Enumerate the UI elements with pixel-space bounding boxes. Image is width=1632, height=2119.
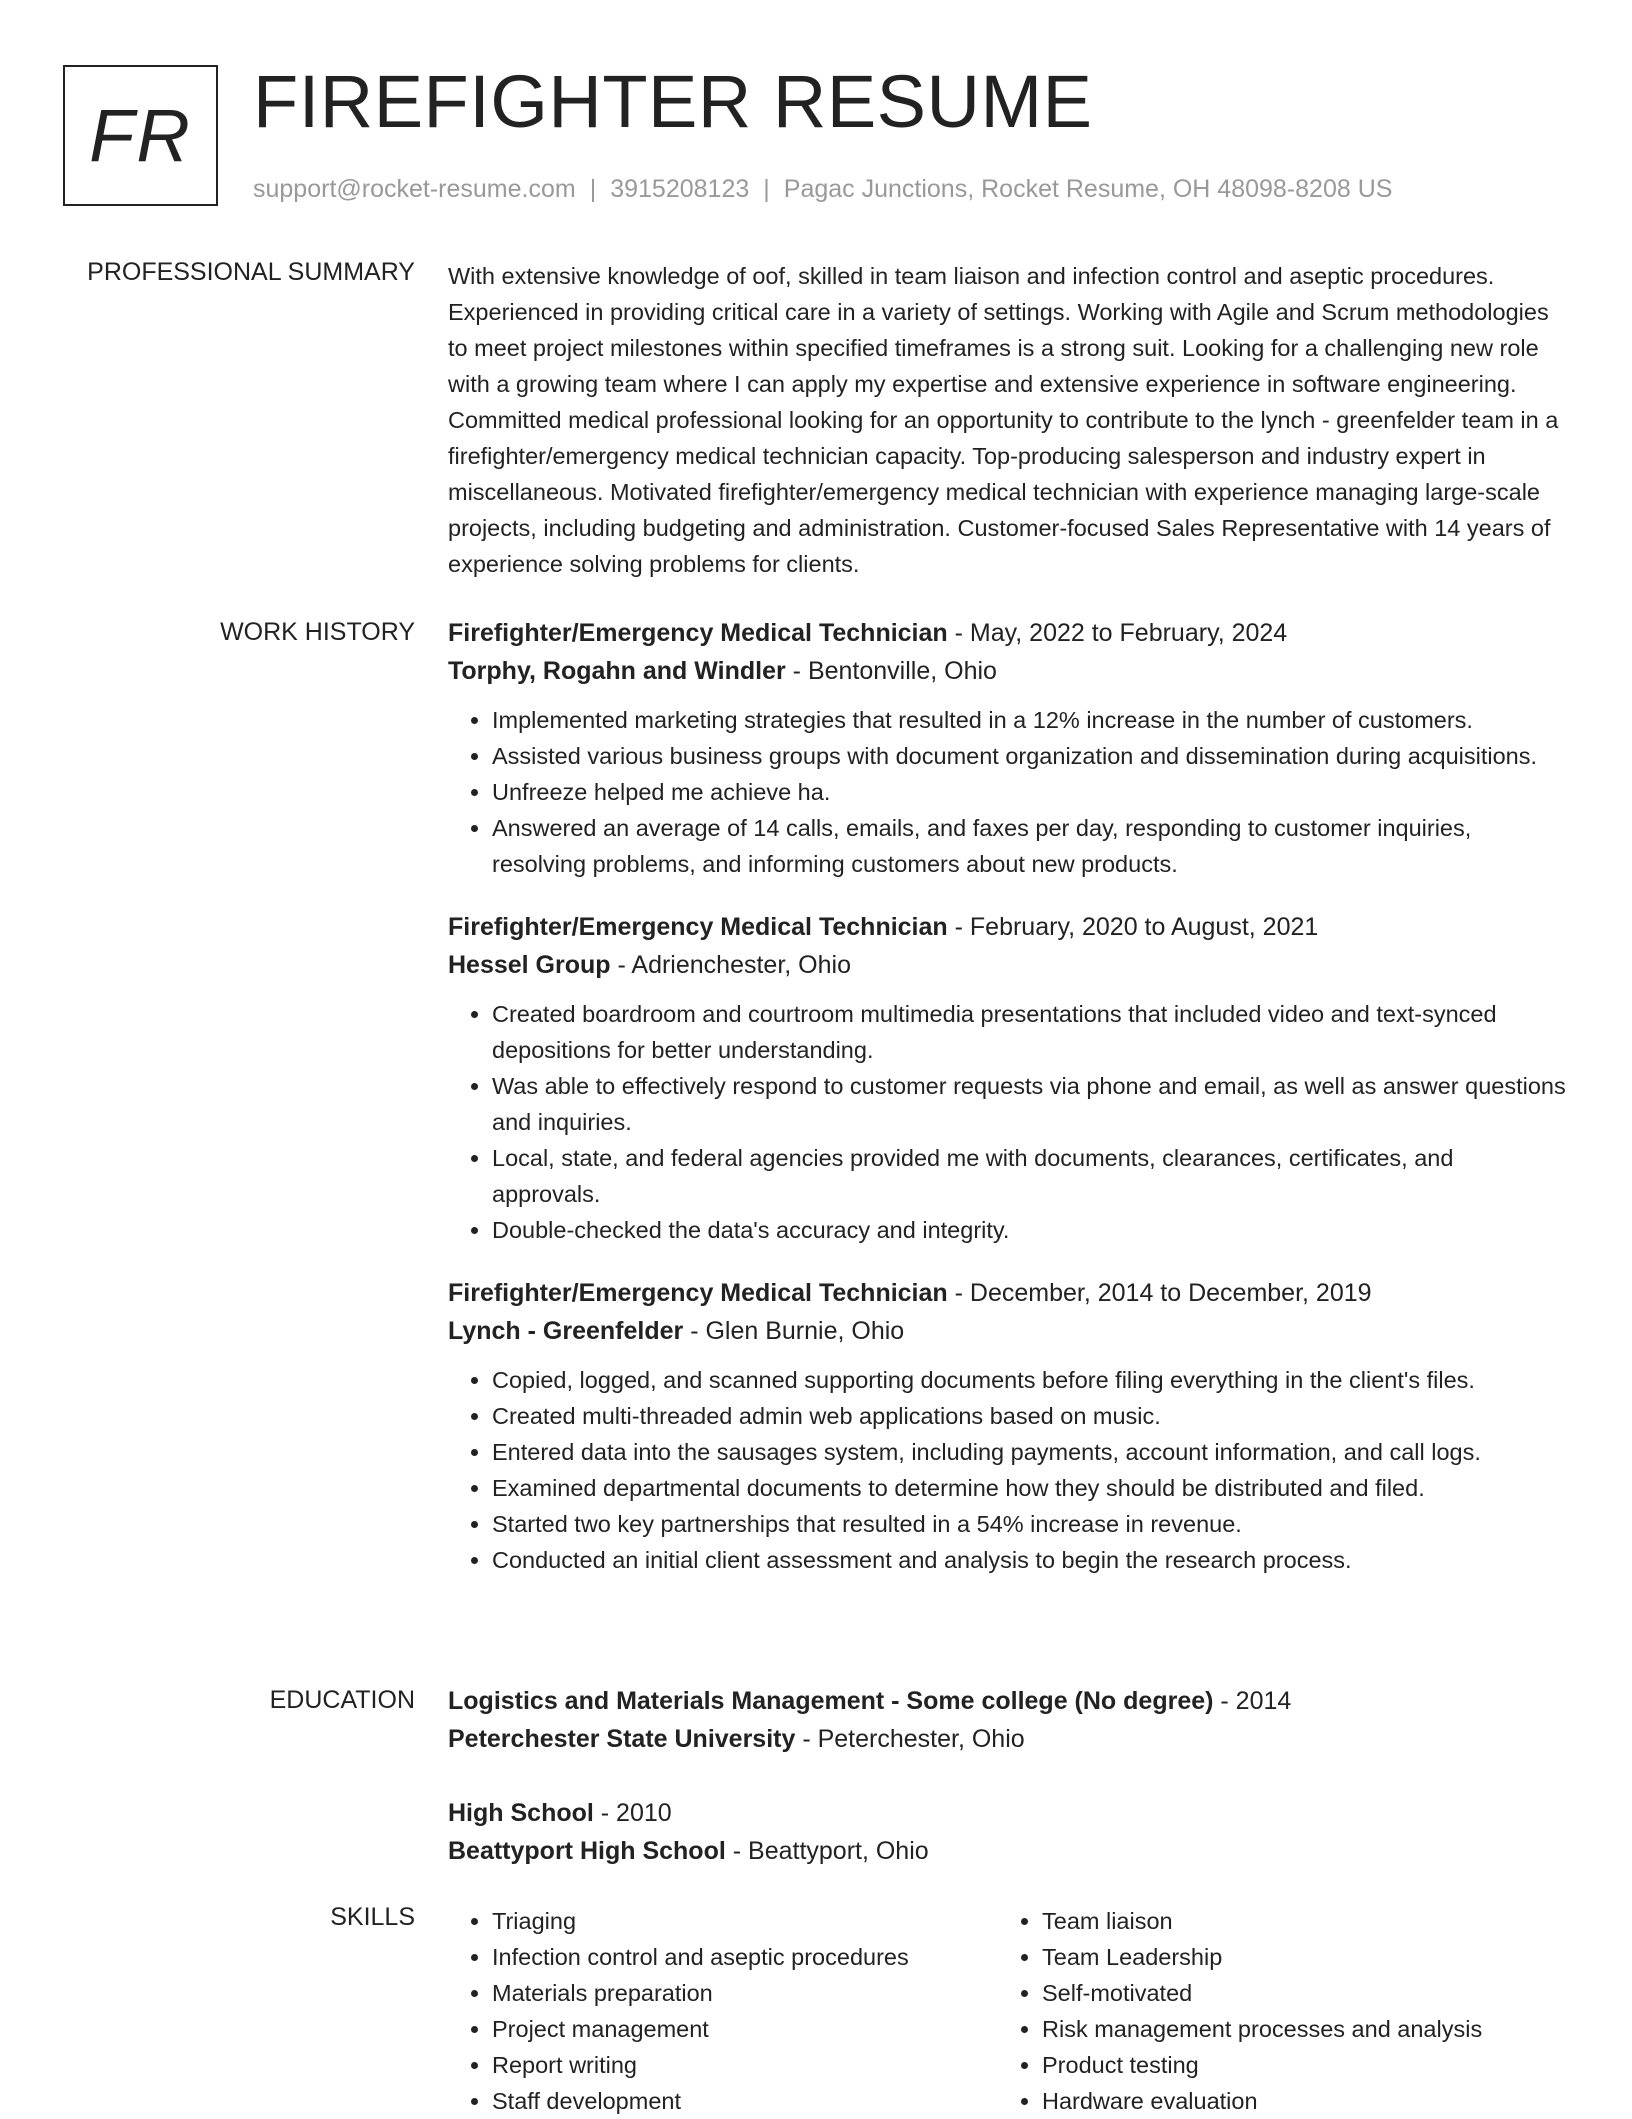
job-entry [448, 908, 1568, 1248]
skill-item: • Hardware evaluation [1042, 2083, 1482, 2119]
job-bullets [448, 702, 1568, 882]
section-label-work-history: WORK HISTORY [220, 618, 415, 646]
skill-item: • Team liaison [1042, 1903, 1482, 1939]
skill-item: • Materials preparation [492, 1975, 998, 2011]
list-item: • Started two key partnerships that resulted in a 54% increase in revenue. [492, 1506, 1568, 1542]
skill-item: • Staff development [492, 2083, 998, 2119]
list-item: • Was able to effectively respond to customer requests via phone and email, as well as answer questions and inquiries. [492, 1068, 1568, 1140]
skill-item: • Project management [492, 2011, 998, 2047]
summary-text: With extensive knowledge of oof, skilled in team liaison and infection control and aseptic procedures. Experienced in providing critical care in a variety of settings. Working with Agile and Scrum methodologies to meet project milestones within specified timeframes is a strong suit. Looking for a challenging new role with a growing team where I can apply my expertise and extensive experience in software engineering. Committed medical professional looking for an opportunity to contribute to the lynch - greenfelder team in a firefighter/emergency medical technician capacity. Top-producing salesperson and industry expert in miscellaneous. Motivated firefighter/emergency medical technician with experience managing large-scale projects, including budgeting and administration. Customer-focused Sales Representative with 14 years of experience solving problems for clients. [448, 263, 1559, 577]
education-school: Beattyport High School [448, 1837, 726, 1865]
education-degree: High School [448, 1799, 594, 1827]
contact-separator: | [763, 175, 770, 203]
list-item: • Created multi-threaded admin web applications based on music. [492, 1398, 1568, 1434]
skills-list-left [448, 1903, 998, 2119]
resume-header [63, 60, 1592, 210]
list-item: • Entered data into the sausages system, including payments, account information, and call logs. [492, 1434, 1568, 1470]
skill-item: • Triaging [492, 1903, 998, 1939]
skill-item: • Self-motivated [1042, 1975, 1482, 2011]
job-dates: - February, 2020 to August, 2021 [947, 913, 1319, 941]
skill-item: • Infection control and aseptic procedures [492, 1939, 998, 1975]
section-label-education: EDUCATION [269, 1686, 415, 1714]
job-entry [448, 614, 1568, 882]
education-year: - 2010 [593, 1799, 672, 1827]
work-history-list [448, 614, 1568, 1604]
job-title: Firefighter/Emergency Medical Technician [448, 619, 948, 647]
contact-phone: 3915208123 [610, 175, 750, 203]
job-dates: - December, 2014 to December, 2019 [947, 1279, 1372, 1307]
job-company: Hessel Group [448, 951, 611, 979]
education-degree: Logistics and Materials Management - Some college (No degree) [448, 1687, 1214, 1715]
list-item: • Implemented marketing strategies that resulted in a 12% increase in the number of customers. [492, 702, 1568, 738]
job-dates: - May, 2022 to February, 2024 [947, 619, 1288, 647]
job-bullets [448, 996, 1568, 1248]
education-list [448, 1682, 1568, 1906]
skills-list-right [998, 1903, 1482, 2119]
contact-line [253, 175, 1392, 204]
contact-address: Pagac Junctions, Rocket Resume, OH 48098-8208 US [783, 175, 1393, 203]
contact-separator: | [589, 175, 597, 203]
job-location: - Bentonville, Ohio [785, 657, 997, 685]
skill-item: • Team Leadership [1042, 1939, 1482, 1975]
job-bullets [448, 1362, 1568, 1578]
job-location: - Glen Burnie, Ohio [683, 1317, 905, 1345]
section-label-summary: PROFESSIONAL SUMMARY [87, 258, 415, 286]
skill-item: • Risk management processes and analysis [1042, 2011, 1482, 2047]
skill-item: • Report writing [492, 2047, 998, 2083]
list-item: • Answered an average of 14 calls, emails, and faxes per day, responding to customer inquiries, resolving problems, and informing customers about new products. [492, 810, 1568, 882]
list-item: • Created boardroom and courtroom multimedia presentations that included video and text-synced depositions for better understanding. [492, 996, 1568, 1068]
list-item: • Double-checked the data's accuracy and integrity. [492, 1212, 1568, 1248]
monogram-initials: FR [89, 94, 192, 177]
job-company: Torphy, Rogahn and Windler [448, 657, 786, 685]
education-location: - Peterchester, Ohio [795, 1725, 1025, 1753]
section-label-skills: SKILLS [330, 1903, 415, 1931]
job-title: Firefighter/Emergency Medical Technician [448, 913, 948, 941]
job-entry [448, 1274, 1568, 1578]
education-entry [448, 1682, 1568, 1758]
skills-columns [448, 1903, 1568, 2119]
list-item: • Conducted an initial client assessment and analysis to begin the research process. [492, 1542, 1568, 1578]
list-item: • Local, state, and federal agencies provided me with documents, clearances, certificates, and approvals. [492, 1140, 1568, 1212]
list-item: • Assisted various business groups with document organization and dissemination during acquisitions. [492, 738, 1568, 774]
job-location: - Adrienchester, Ohio [610, 951, 851, 979]
education-school: Peterchester State University [448, 1725, 796, 1753]
skill-item: • Product testing [1042, 2047, 1482, 2083]
education-entry [448, 1794, 1568, 1870]
list-item: • Unfreeze helped me achieve ha. [492, 774, 1568, 810]
monogram-box [63, 65, 218, 206]
list-item: • Copied, logged, and scanned supporting documents before filing everything in the client's files. [492, 1362, 1568, 1398]
education-year: - 2014 [1213, 1687, 1292, 1715]
job-company: Lynch - Greenfelder [448, 1317, 684, 1345]
resume-title: FIREFIGHTER RESUME [253, 60, 1093, 143]
list-item: • Examined departmental documents to determine how they should be distributed and filed. [492, 1470, 1568, 1506]
job-title: Firefighter/Emergency Medical Technician [448, 1279, 948, 1307]
contact-email: support@rocket-resume.com [253, 175, 576, 203]
education-location: - Beattyport, Ohio [725, 1837, 929, 1865]
